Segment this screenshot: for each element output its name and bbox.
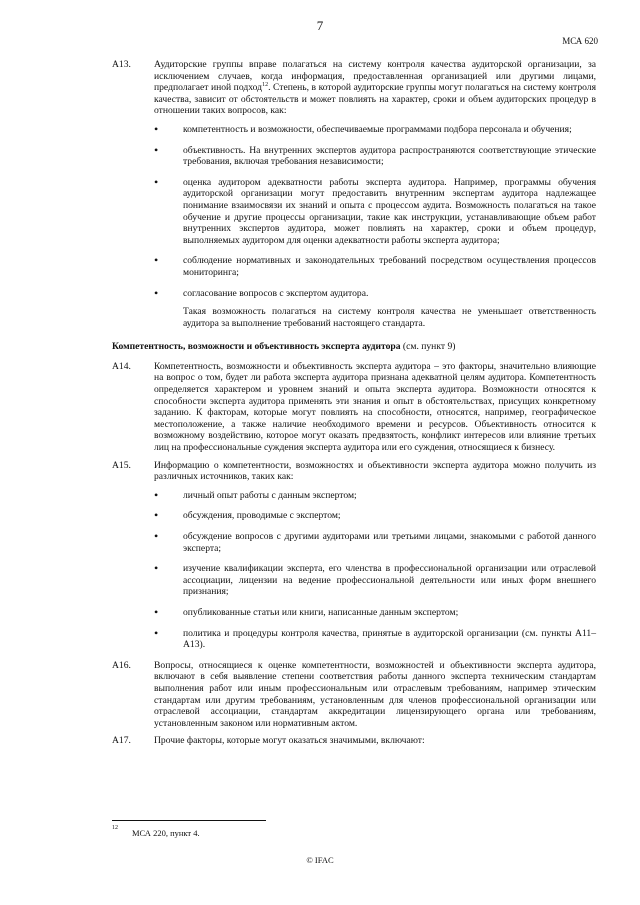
footnote-text: МСА 220, пункт 4. — [132, 827, 200, 838]
paragraph-text: Вопросы, относящиеся к оценке компетентности, возможностей и объективности эксперта аудитора, включают в себя выявление степени соответствия работы данного эксперта техническим стандартам выполнения работ или иным профессиональным или отраслевым требованиям, например этическим стандартам или другим требованиям, установленным для членов профессиональной организации или отраслевой ассоциации, стандартам аккредитации лицензирующего органа или требованиям, установленным законом или нормативным актом. — [154, 659, 596, 729]
section-title: Компетентность, возможности и объективность эксперта аудитора — [112, 341, 401, 353]
footnote-reference[interactable]: 12 — [262, 82, 269, 88]
paragraph-text: Информацию о компетентности, возможностях и объективности эксперта аудитора можно получить из различных источников, таких как: — [154, 459, 596, 483]
paragraph-a13 — [112, 59, 596, 117]
footnote-divider — [112, 820, 266, 821]
list-item: • объективность. На внутренних экспертов аудитора распространяются соответствующие этические требования, включая требования независимости; — [154, 145, 596, 168]
paragraph-closing: Такая возможность полагаться на систему контроля качества не уменьшает ответственность аудитора за выполнение требований настоящего стандарта. — [183, 306, 596, 329]
bullet-list — [112, 490, 596, 651]
footer-copyright: © IFAC — [306, 855, 334, 865]
paragraph-a16 — [112, 660, 596, 730]
paragraph-text: Прочие факторы, которые могут оказаться значимыми, включают: — [154, 735, 425, 747]
list-item: • опубликованные статьи или книги, написанные данным экспертом; — [154, 607, 596, 619]
paragraph-a15 — [112, 460, 596, 483]
paragraph-number: A16. — [112, 659, 131, 671]
list-item: • изучение квалификации эксперта, его членства в профессиональной организации или отраслевой ассоциации, лицензии на ведение профессиональной деятельности или иных форм внешнего признания; — [154, 563, 596, 598]
list-item: • личный опыт работы с данным экспертом; — [154, 490, 596, 502]
paragraph-number: A17. — [112, 735, 131, 747]
list-item: • компетентность и возможности, обеспечиваемые программами подбора персонала и обучения; — [154, 124, 596, 136]
paragraph-text: Аудиторские группы вправе полагаться на систему контроля качества аудиторской организации, за исключением случаев, когда информация, предоставленная организацией или другими лицами, предполагает иной подход — [154, 59, 596, 94]
section-heading — [112, 341, 596, 353]
paragraph-a17 — [112, 735, 596, 747]
paragraph-text: . Степень, в которой аудиторские группы могут полагаться на систему контроля качества, зависит от обстоятельств и может повлиять на характер, сроки и объем аудиторских процедур в отношении таких вопросов, как: — [154, 82, 596, 117]
paragraph-number: A13. — [112, 59, 131, 70]
list-item: • соблюдение нормативных и законодательных требований посредством осуществления процессов мониторинга; — [154, 255, 596, 278]
document-body — [112, 59, 596, 753]
paragraph-number: A15. — [112, 459, 131, 471]
standard-code: МСА 620 — [562, 36, 598, 46]
list-item: • обсуждения, проводимые с экспертом; — [154, 510, 596, 522]
bullet-list — [112, 124, 596, 299]
paragraph-text: Компетентность, возможности и объективность эксперта аудитора – это факторы, значительно влияющие на вопрос о том, будет ли работа эксперта аудитора признана адекватной целям аудитора. Компетентность определяется характером и уровнем знаний и опыта эксперта аудитора. Возможности относятся к способности эксперта аудитора применять эти знания и опыт в обстоятельствах, присущих конкретному заданию. К факторам, которые могут повлиять на способности, относятся, например, географическое местоположение, а также наличие необходимого времени и ресурсов. Объективность относится к возможному воздействию, которое могут оказать предвзятость, конфликт интересов или влияние третьих лиц на профессиональные суждения эксперта аудитора или его суждения, относящиеся к бизнесу. — [154, 360, 596, 454]
list-item: • политика и процедуры контроля качества, принятые в аудиторской организации (см. пункты А11–А13). — [154, 628, 596, 651]
footnote — [112, 826, 200, 839]
list-item: • оценка аудитором адекватности работы эксперта аудитора. Например, программы обучения аудиторской организации могут предоставить внутренним экспертам аудитора надлежащее понимание взаимосвязи их знаний и опыта с процессом аудита. Возможность полагаться на такое обучение и другие процессы организации, такие как инструкции, устанавливающие объем работ внутренних экспертов аудитора, может повлиять на характер, сроки и объем процедур, выполняемых аудитором для оценки адекватности работы эксперта аудитора; — [154, 177, 596, 247]
list-item: • обсуждение вопросов с другими аудиторами или третьими лицами, знакомыми с работой данного эксперта; — [154, 531, 596, 554]
footnote-mark: 12 — [112, 825, 118, 831]
list-item: • согласование вопросов с экспертом аудитора. — [154, 288, 596, 300]
paragraph-number: A14. — [112, 360, 131, 372]
page-number: 7 — [316, 18, 324, 33]
paragraph-a14 — [112, 361, 596, 454]
section-reference: (см. пункт 9) — [400, 341, 456, 353]
